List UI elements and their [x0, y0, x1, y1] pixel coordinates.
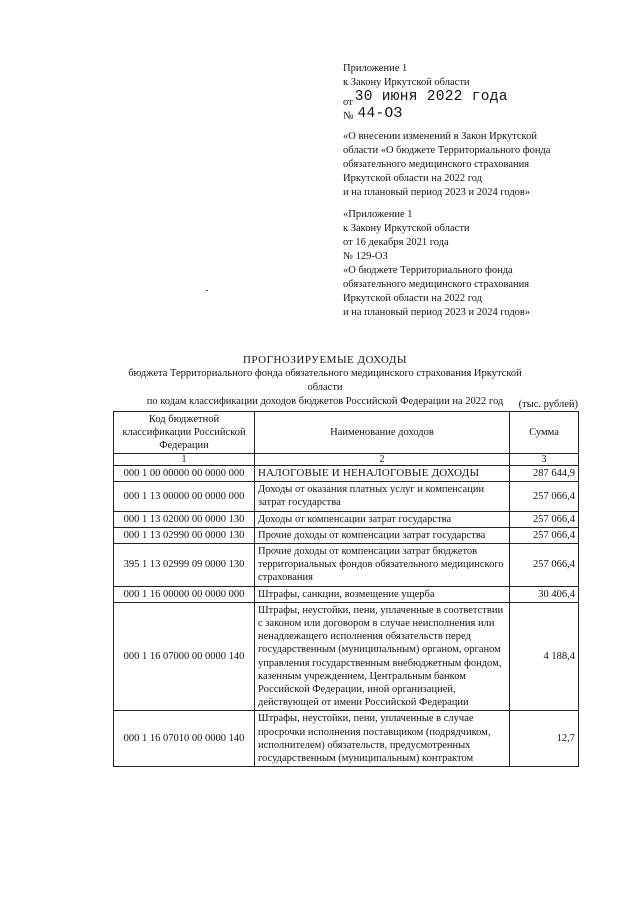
scan-speck — [206, 290, 208, 291]
row-name: Штрафы, неустойки, пени, уплаченные в соответствии с законом или договором в случае неисполнения или ненадлежащего исполнения обязательств перед государственным (муниципальным) органом, органом управления государственным внебюджетным фондом, казенным учреждением, Центральным банком Российской Федерации, иной организацией, действующей от имени Российской Федерации — [255, 602, 510, 711]
row-code: 000 1 00 00000 00 0000 000 — [114, 466, 255, 482]
row-code: 000 1 13 02000 00 0000 130 — [114, 511, 255, 527]
row-code: 000 1 16 07010 00 0000 140 — [114, 711, 255, 767]
about-line: «О внесении изменений в Закон Иркутской — [343, 131, 537, 142]
about-line: и на плановый период 2023 и 2024 годов» — [343, 187, 531, 198]
row-code: 000 1 16 07000 00 0000 140 — [114, 602, 255, 711]
table-header-row — [114, 412, 579, 454]
row-name: Доходы от оказания платных услуг и компенсации затрат государства — [255, 482, 510, 511]
appendix-block — [343, 208, 633, 320]
title-main: ПРОГНОЗИРУЕМЫЕ ДОХОДЫ — [242, 354, 407, 366]
header-block — [343, 62, 633, 200]
appendix-line: № 129-ОЗ — [343, 251, 388, 262]
table-row — [114, 544, 579, 587]
appendix-line: Иркутской области на 2022 год — [343, 293, 483, 304]
units-label: (тыс. рублей) — [518, 399, 578, 410]
number-typed: 44-ОЗ — [357, 106, 403, 122]
header-about — [343, 130, 633, 200]
table-row — [114, 711, 579, 767]
row-sum: 257 066,4 — [510, 527, 579, 543]
title-subtitle: по кодам классификации доходов бюджетов Российской Федерации на 2022 год — [146, 396, 504, 407]
table-row — [114, 602, 579, 711]
row-sum: 4 188,4 — [510, 602, 579, 711]
date-prefix: от — [343, 97, 353, 108]
row-name: Доходы от компенсации затрат государства — [255, 511, 510, 527]
table-row — [114, 482, 579, 511]
row-sum: 287 644,9 — [510, 466, 579, 482]
table-row — [114, 527, 579, 543]
date-typed: 30 июня 2022 года — [354, 89, 508, 105]
table-row — [114, 586, 579, 602]
row-name: Прочие доходы от компенсации затрат государства — [255, 527, 510, 543]
title-subtitle: бюджета Территориального фонда обязательного медицинского страхования Иркутской области — [128, 368, 522, 393]
column-number: 1 — [114, 454, 255, 466]
row-code: 000 1 13 02990 00 0000 130 — [114, 527, 255, 543]
row-sum: 257 066,4 — [510, 482, 579, 511]
header-date-line — [343, 90, 633, 107]
header-number-line — [343, 107, 633, 124]
about-line: Иркутской области на 2022 год — [343, 173, 483, 184]
table-row — [114, 511, 579, 527]
header-sum: Сумма — [510, 412, 579, 454]
about-line: области «О бюджете Территориального фонда — [343, 145, 551, 156]
header-appendix-line: Приложение 1 — [343, 63, 408, 74]
appendix-line: обязательного медицинского страхования — [343, 279, 530, 290]
column-number: 3 — [510, 454, 579, 466]
row-name: Штрафы, санкции, возмещение ущерба — [255, 586, 510, 602]
row-sum: 257 066,4 — [510, 544, 579, 587]
header-code: Код бюджетной классификации Российской Федерации — [114, 412, 255, 454]
row-sum: 30 406,4 — [510, 586, 579, 602]
appendix-line: «О бюджете Территориального фонда — [343, 265, 513, 276]
row-sum: 257 066,4 — [510, 511, 579, 527]
appendix-line: от 16 декабря 2021 года — [343, 237, 449, 248]
row-code: 000 1 16 00000 00 0000 000 — [114, 586, 255, 602]
row-sum: 12,7 — [510, 711, 579, 767]
row-name: Штрафы, неустойки, пени, уплаченные в случае просрочки исполнения поставщиком (подрядчиком, исполнителем) обязательств, предусмотренных государственным (муниципальным) контрактом — [255, 711, 510, 767]
row-name: Прочие доходы от компенсации затрат бюджетов территориальных фондов обязательного медицинского страхования — [255, 544, 510, 587]
number-prefix: № — [343, 110, 354, 122]
appendix-line: «Приложение 1 — [343, 209, 413, 220]
column-numbers-row — [114, 454, 579, 466]
document-title — [120, 353, 530, 409]
row-name: НАЛОГОВЫЕ И НЕНАЛОГОВЫЕ ДОХОДЫ — [255, 466, 510, 482]
header-name: Наименование доходов — [255, 412, 510, 454]
row-code: 395 1 13 02999 09 0000 130 — [114, 544, 255, 587]
appendix-line: и на плановый период 2023 и 2024 годов» — [343, 307, 531, 318]
appendix-line: к Закону Иркутской области — [343, 223, 470, 234]
table-row — [114, 466, 579, 482]
about-line: обязательного медицинского страхования — [343, 159, 530, 170]
revenue-table — [113, 411, 579, 767]
column-number: 2 — [255, 454, 510, 466]
row-code: 000 1 13 00000 00 0000 000 — [114, 482, 255, 511]
header-law-line: к Закону Иркутской области — [343, 77, 470, 88]
